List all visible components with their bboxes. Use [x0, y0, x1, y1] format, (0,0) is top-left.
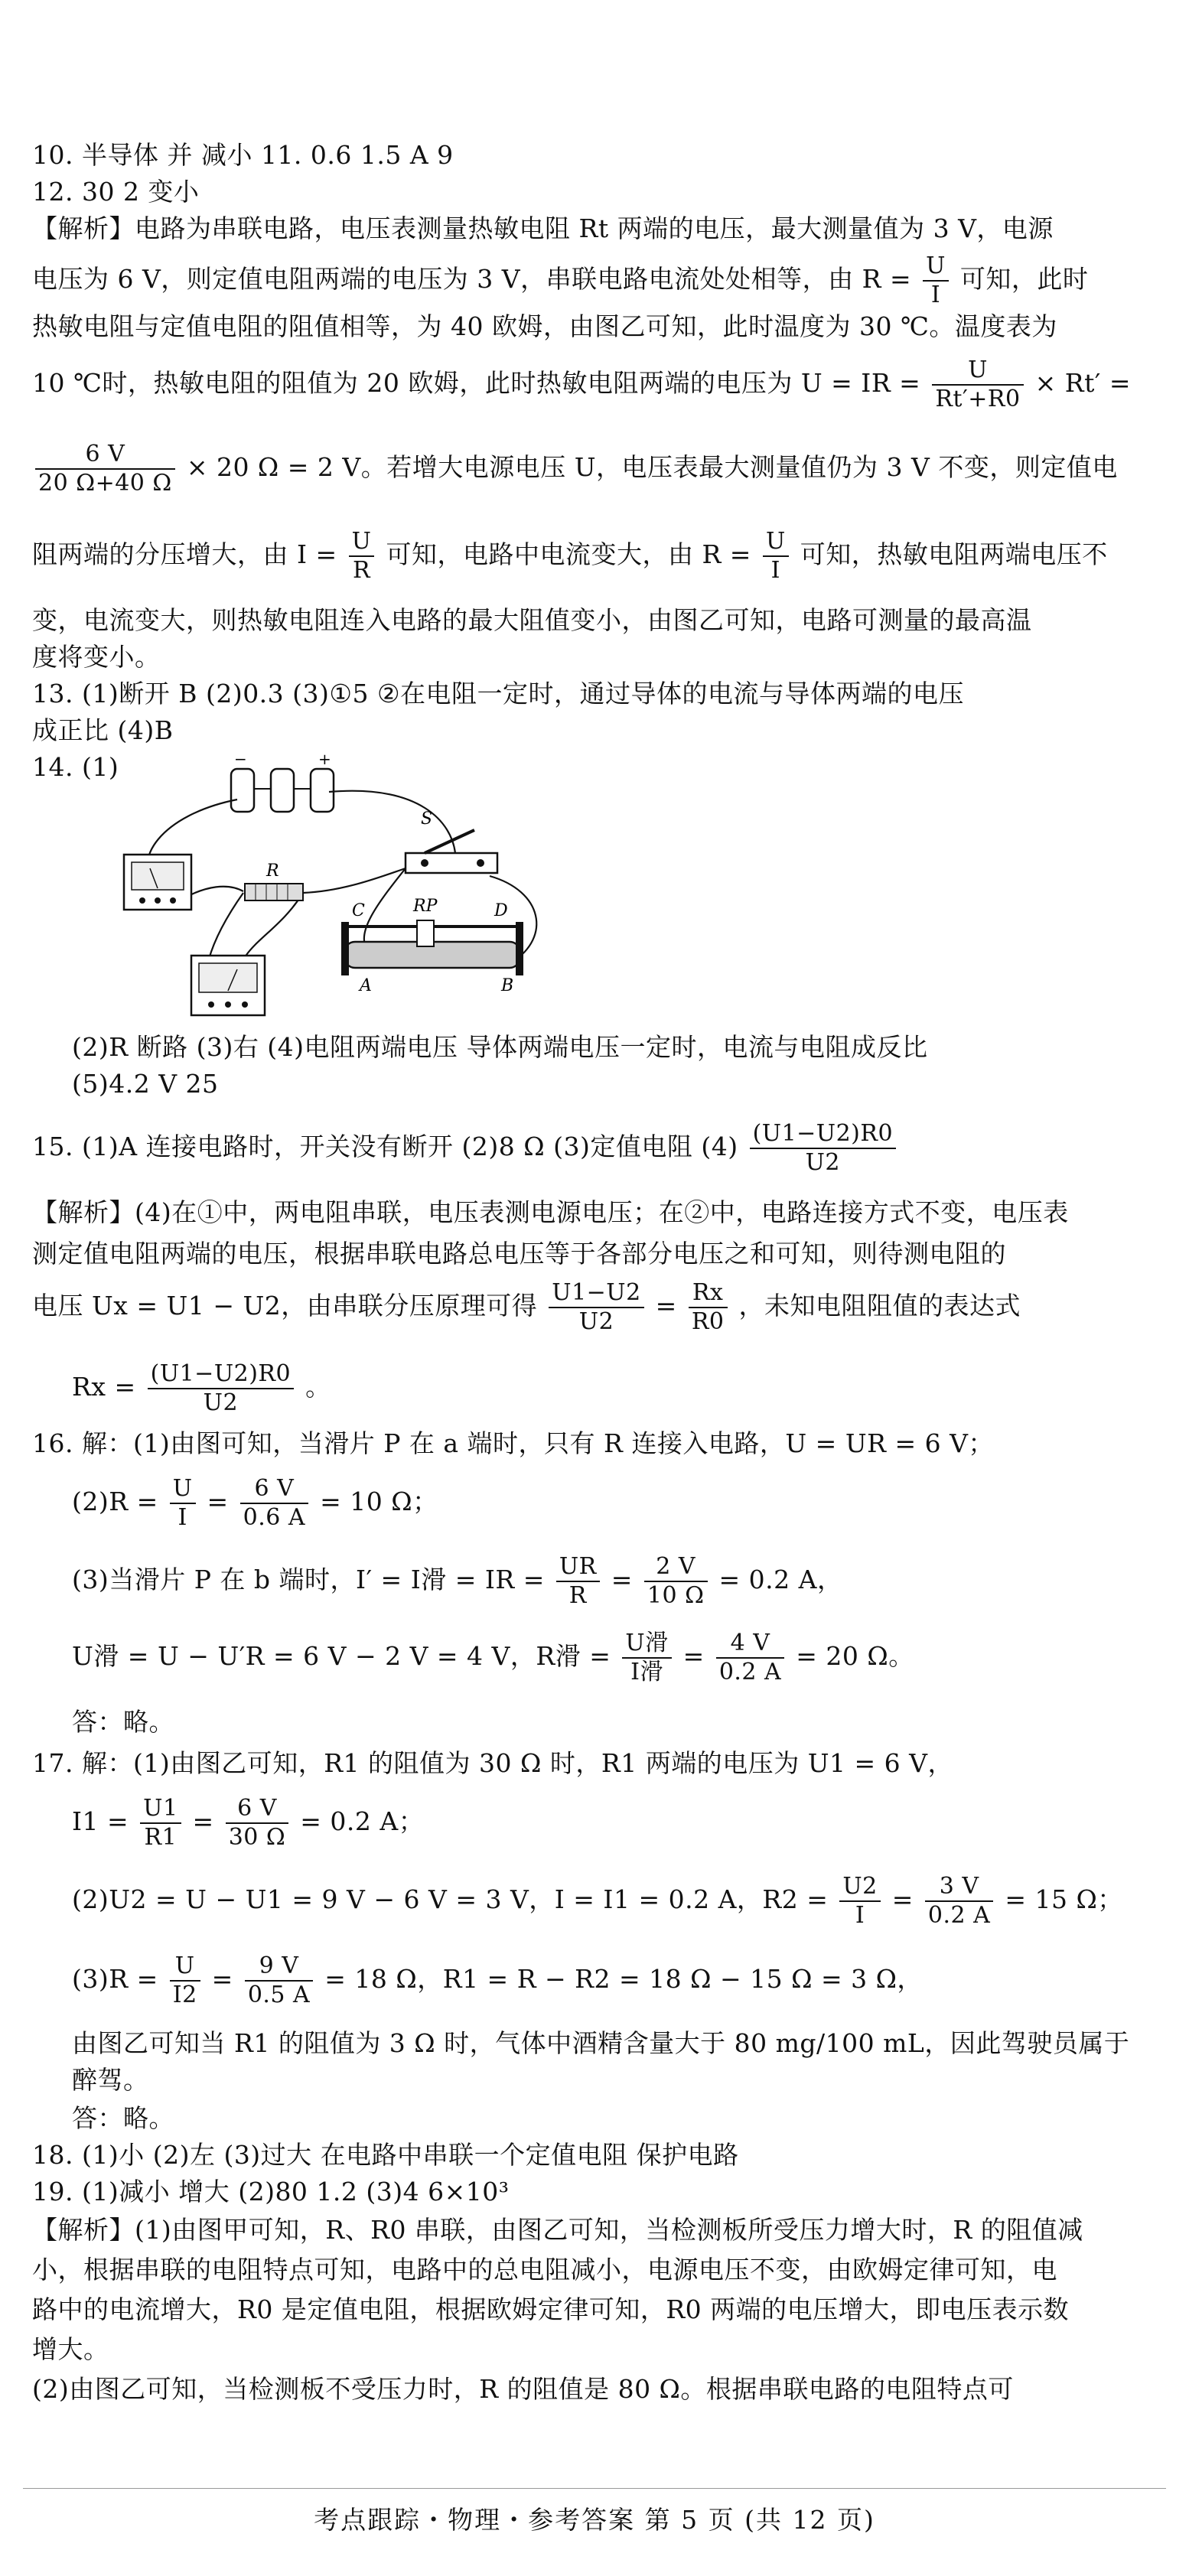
numerator: 6 V — [226, 1795, 289, 1824]
terminal-a-label: A — [360, 976, 372, 995]
denominator: 0.2 A — [718, 1659, 782, 1685]
text: U滑 = U − U′R = 6 V − 2 V = 4 V，R滑 = — [72, 1641, 611, 1671]
answer-q14-line2: (2)R 断路 (3)右 (4)电阻两端电压 导体两端电压一定时，电流与电阻成反比 — [72, 1032, 928, 1062]
numerator: U — [349, 528, 375, 557]
denominator: U2 — [578, 1308, 614, 1335]
fraction — [716, 1630, 784, 1686]
footer-divider — [23, 2488, 1166, 2489]
battery-icon — [231, 769, 334, 812]
answer-q16-line1: 16. 解：(1)由图可知，当滑片 P 在 a 端时，只有 R 连接入电路，U = UR = 6 V； — [32, 1428, 994, 1458]
denominator: R — [353, 557, 371, 584]
resistor-label: R — [266, 861, 279, 881]
voltmeter-icon — [191, 956, 265, 1015]
numerator: (U1−U2)R0 — [148, 1360, 294, 1389]
text: = 0.2 A， — [718, 1565, 843, 1594]
denominator: 0.5 A — [247, 1982, 311, 2008]
text: 15. (1)A 连接电路时，开关没有断开 (2)8 Ω (3)定值电阻 (4) — [32, 1132, 738, 1161]
fraction — [240, 1475, 308, 1532]
numerator: U — [923, 252, 949, 282]
analysis-q19-line4: 增大。 — [32, 2334, 109, 2364]
text: × 20 Ω = 2 V。若增大电源电压 U，电压表最大测量值仍为 3 V 不变，则定值电 — [186, 452, 1118, 482]
denominator: 0.2 A — [927, 1902, 991, 1929]
numerator: 6 V — [35, 441, 175, 470]
answer-q14-line3: (5)4.2 V 25 — [72, 1069, 219, 1099]
answer-q17-line6: 醉驾。 — [72, 2065, 149, 2095]
numerator: 4 V — [716, 1630, 784, 1659]
numerator: U2 — [839, 1873, 880, 1902]
answer-q16-line3: (3)当滑片 P 在 b 端时，I′ = I滑 = IR = $\frac{UR}{R}$ = $\frac{2 V}{10 \Omega}$ = 0.2 A， — [72, 1553, 843, 1609]
fraction — [839, 1873, 880, 1930]
answer-q17-line2: I1 = $\frac{U1}{R1}$ = $\frac{6 V}{30 \Omega}$ = 0.2 A； — [72, 1795, 425, 1851]
fraction — [923, 252, 949, 309]
answer-q17-line4: (3)R = $\frac{U}{I2}$ = $\frac{9 V}{0.5 A}$ = 18 Ω，R1 = R − R2 = 18 Ω − 15 Ω = 3 Ω， — [72, 1952, 923, 2008]
ammeter-icon — [124, 855, 191, 910]
denominator: R — [568, 1582, 587, 1609]
analysis-q12-line2 — [32, 252, 1158, 309]
analysis-q12-line7: 变，电流变大，则热敏电阻连入电路的最大阻值变小，由图乙可知，电路可测量的最高温 — [32, 605, 1032, 635]
fraction — [763, 528, 789, 585]
answer-q14-heading: 14. (1) — [32, 752, 119, 782]
denominator: 20 Ω+40 Ω — [38, 470, 172, 497]
text: 阻两端的分压增大，由 I = — [32, 539, 337, 569]
text: (3)R = — [72, 1964, 158, 1994]
text: 电压 Ux = U1 − U2，由串联分压原理可得 — [32, 1291, 538, 1321]
answer-q16-line4: U滑 = U − U′R = 6 V − 2 V = 4 V，R滑 = $\frac{\text{U滑}}{\text{I滑}}$ = $\frac{4 V}{0.2 A}$ = 20 Ω。 — [72, 1630, 914, 1685]
numerator: 6 V — [240, 1475, 308, 1504]
text: (2)R = — [72, 1487, 158, 1516]
fraction — [170, 1475, 196, 1532]
analysis-q15-line1: 【解析】(4)在①中，两电阻串联，电压表测电源电压；在②中，电路连接方式不变，电压表 — [32, 1197, 1069, 1227]
answer-q13-line2: 成正比 (4)B — [32, 715, 174, 745]
text: Rx = — [72, 1372, 136, 1402]
rheostat-icon — [341, 920, 523, 975]
text: (2)U2 = U − U1 = 9 V − 6 V = 3 V，I = I1 = 0.2 A，R2 = — [72, 1884, 829, 1914]
analysis-q12-line3: 热敏电阻与定值电阻的阻值相等，为 40 欧姆，由图乙可知，此时温度为 30 ℃。温度表为 — [32, 311, 1057, 341]
fraction — [148, 1360, 294, 1417]
text: (3)当滑片 P 在 b 端时，I′ = I滑 = IR = — [72, 1565, 545, 1594]
analysis-q12-line5 — [32, 441, 1158, 497]
text: 可知，热敏电阻两端电压不 — [800, 539, 1108, 569]
circuit-figure — [115, 754, 696, 1021]
text: = 18 Ω，R1 = R − R2 = 18 Ω − 15 Ω = 3 Ω， — [324, 1964, 923, 1994]
resistor-icon — [245, 884, 303, 900]
denominator: I — [930, 282, 941, 308]
battery-minus-label: − — [234, 754, 247, 768]
denominator: 30 Ω — [228, 1824, 286, 1851]
fraction — [140, 1795, 181, 1851]
answer-q15 — [32, 1120, 1158, 1177]
answer-q17-line7: 答：略。 — [72, 2103, 174, 2133]
text: = 10 Ω； — [320, 1487, 438, 1516]
numerator: 3 V — [925, 1873, 993, 1902]
fraction — [644, 1553, 708, 1610]
page-footer: 考点跟踪・物理・参考答案 第 5 页 (共 12 页) — [314, 2505, 875, 2535]
analysis-q12-line8: 度将变小。 — [32, 642, 161, 672]
fraction — [245, 1952, 313, 2009]
numerator: 9 V — [245, 1952, 313, 1982]
analysis-q15-line4 — [72, 1360, 1158, 1417]
denominator: U2 — [203, 1389, 239, 1416]
terminal-c-label: C — [352, 901, 365, 920]
analysis-q19-line2: 小，根据串联的电阻特点可知，电路中的总电阻减小，电源电压不变，由欧姆定律可知，电 — [32, 2255, 1057, 2285]
numerator: UR — [556, 1553, 600, 1582]
answer-q17-line3: (2)U2 = U − U1 = 9 V − 6 V = 3 V，I = I1 = 0.2 A，R2 = $\frac{U2}{I}$ = $\frac{3 V}{0.2 A}$ = 15 Ω； — [72, 1873, 1123, 1929]
fraction — [549, 1279, 643, 1336]
analysis-q12-line4 — [32, 357, 1158, 413]
answer-q17-line1: 17. 解：(1)由图乙可知，R1 的阻值为 30 Ω 时，R1 两端的电压为 U1 = 6 V， — [32, 1748, 953, 1778]
fraction — [349, 528, 375, 585]
rheostat-label: RP — [413, 897, 438, 916]
analysis-q19-line5: (2)由图乙可知，当检测板不受压力时，R 的阻值是 80 Ω。根据串联电路的电阻特点可 — [32, 2374, 1014, 2404]
answer-q13-line1: 13. (1)断开 B (2)0.3 (3)①5 ②在电阻一定时，通过导体的电流与导体两端的电压 — [32, 679, 965, 708]
text: = 15 Ω； — [1005, 1884, 1123, 1914]
answer-q10-11: 10. 半导体 并 减小 11. 0.6 1.5 A 9 — [32, 140, 454, 170]
fraction — [932, 357, 1023, 413]
answer-q12: 12. 30 2 变小 — [32, 177, 200, 207]
denominator: Rt′+R0 — [935, 386, 1021, 412]
denominator: R0 — [691, 1308, 725, 1335]
numerator: U — [170, 1952, 200, 1982]
text: = 20 Ω。 — [796, 1641, 914, 1671]
switch-label: S — [421, 809, 433, 829]
analysis-q12-line6 — [32, 528, 1158, 585]
denominator: R1 — [144, 1824, 178, 1851]
denominator: 0.6 A — [243, 1504, 306, 1531]
denominator: I — [178, 1504, 187, 1531]
text: 电压为 6 V，则定值电阻两端的电压为 3 V，串联电路电流处处相等，由 R = — [32, 264, 912, 294]
text: ，未知电阻阻值的表达式 — [738, 1291, 1021, 1321]
answer-q18: 18. (1)小 (2)左 (3)过大 在电路中串联一个定值电阻 保护电路 — [32, 2140, 739, 2170]
analysis-q15-line2: 测定值电阻两端的电压，根据串联电路总电压等于各部分电压之和可知，则待测电阻的 — [32, 1239, 1006, 1268]
fraction — [170, 1952, 200, 2009]
answer-q16-line2: (2)R = $\frac{U}{I}$ = $\frac{6 V}{0.6 A}$ = 10 Ω； — [72, 1475, 438, 1531]
terminal-b-label: B — [501, 976, 514, 995]
denominator: I滑 — [630, 1659, 663, 1685]
denominator: 10 Ω — [647, 1582, 705, 1609]
numerator: U1−U2 — [549, 1279, 643, 1308]
answer-q16-line5: 答：略。 — [72, 1707, 174, 1737]
numerator: Rx — [689, 1279, 728, 1308]
answer-q19: 19. (1)减小 增大 (2)80 1.2 (3)4 6×10³ — [32, 2177, 510, 2206]
analysis-q12-line1: 【解析】电路为串联电路，电压表测量热敏电阻 Rt 两端的电压，最大测量值为 3 V，电源 — [32, 213, 1054, 243]
battery-plus-label: + — [318, 754, 331, 768]
analysis-q15-line3: 电压 Ux = U1 − U2，由串联分压原理可得 $\frac{U1-U2}{U2}$ = $\frac{Rx}{R0}$ ，未知电阻阻值的表达式 — [32, 1279, 1021, 1335]
answer-q17-line5: 由图乙可知当 R1 的阻值为 3 Ω 时，气体中酒精含量大于 80 mg/100 mL，因此驾驶员属于 — [72, 2028, 1130, 2058]
text: × Rt′ = — [1034, 368, 1131, 398]
numerator: (U1−U2)R0 — [750, 1120, 896, 1149]
text: 10 ℃时，热敏电阻的阻值为 20 欧姆，此时热敏电阻两端的电压为 U = IR = — [32, 368, 921, 398]
denominator: I — [770, 557, 781, 584]
numerator: U — [170, 1475, 196, 1504]
fraction — [689, 1279, 728, 1336]
numerator: U — [932, 357, 1023, 386]
analysis-q19-line3: 路中的电流增大，R0 是定值电阻，根据欧姆定律可知，R0 两端的电压增大，即电压表示数 — [32, 2294, 1070, 2324]
text: 可知，此时 — [959, 264, 1089, 294]
denominator: U2 — [805, 1149, 841, 1176]
numerator: U滑 — [622, 1630, 671, 1659]
denominator: I — [855, 1902, 865, 1929]
text: 。 — [305, 1372, 331, 1402]
analysis-q19-line1: 【解析】(1)由图甲可知，R、R0 串联，由图乙可知，当检测板所受压力增大时，R 的阻值减 — [32, 2215, 1083, 2245]
fraction — [226, 1795, 289, 1851]
fraction — [622, 1630, 671, 1686]
fraction — [925, 1873, 993, 1930]
numerator: U — [763, 528, 789, 557]
numerator: 2 V — [644, 1553, 708, 1582]
denominator: I2 — [172, 1982, 197, 2008]
numerator: U1 — [140, 1795, 181, 1824]
text: I1 = — [72, 1806, 129, 1836]
terminal-d-label: D — [494, 901, 508, 920]
text: = 0.2 A； — [300, 1806, 425, 1836]
fraction — [35, 441, 175, 497]
fraction — [750, 1120, 896, 1177]
text: 可知，电路中电流变大，由 R = — [386, 539, 751, 569]
fraction — [556, 1553, 600, 1610]
